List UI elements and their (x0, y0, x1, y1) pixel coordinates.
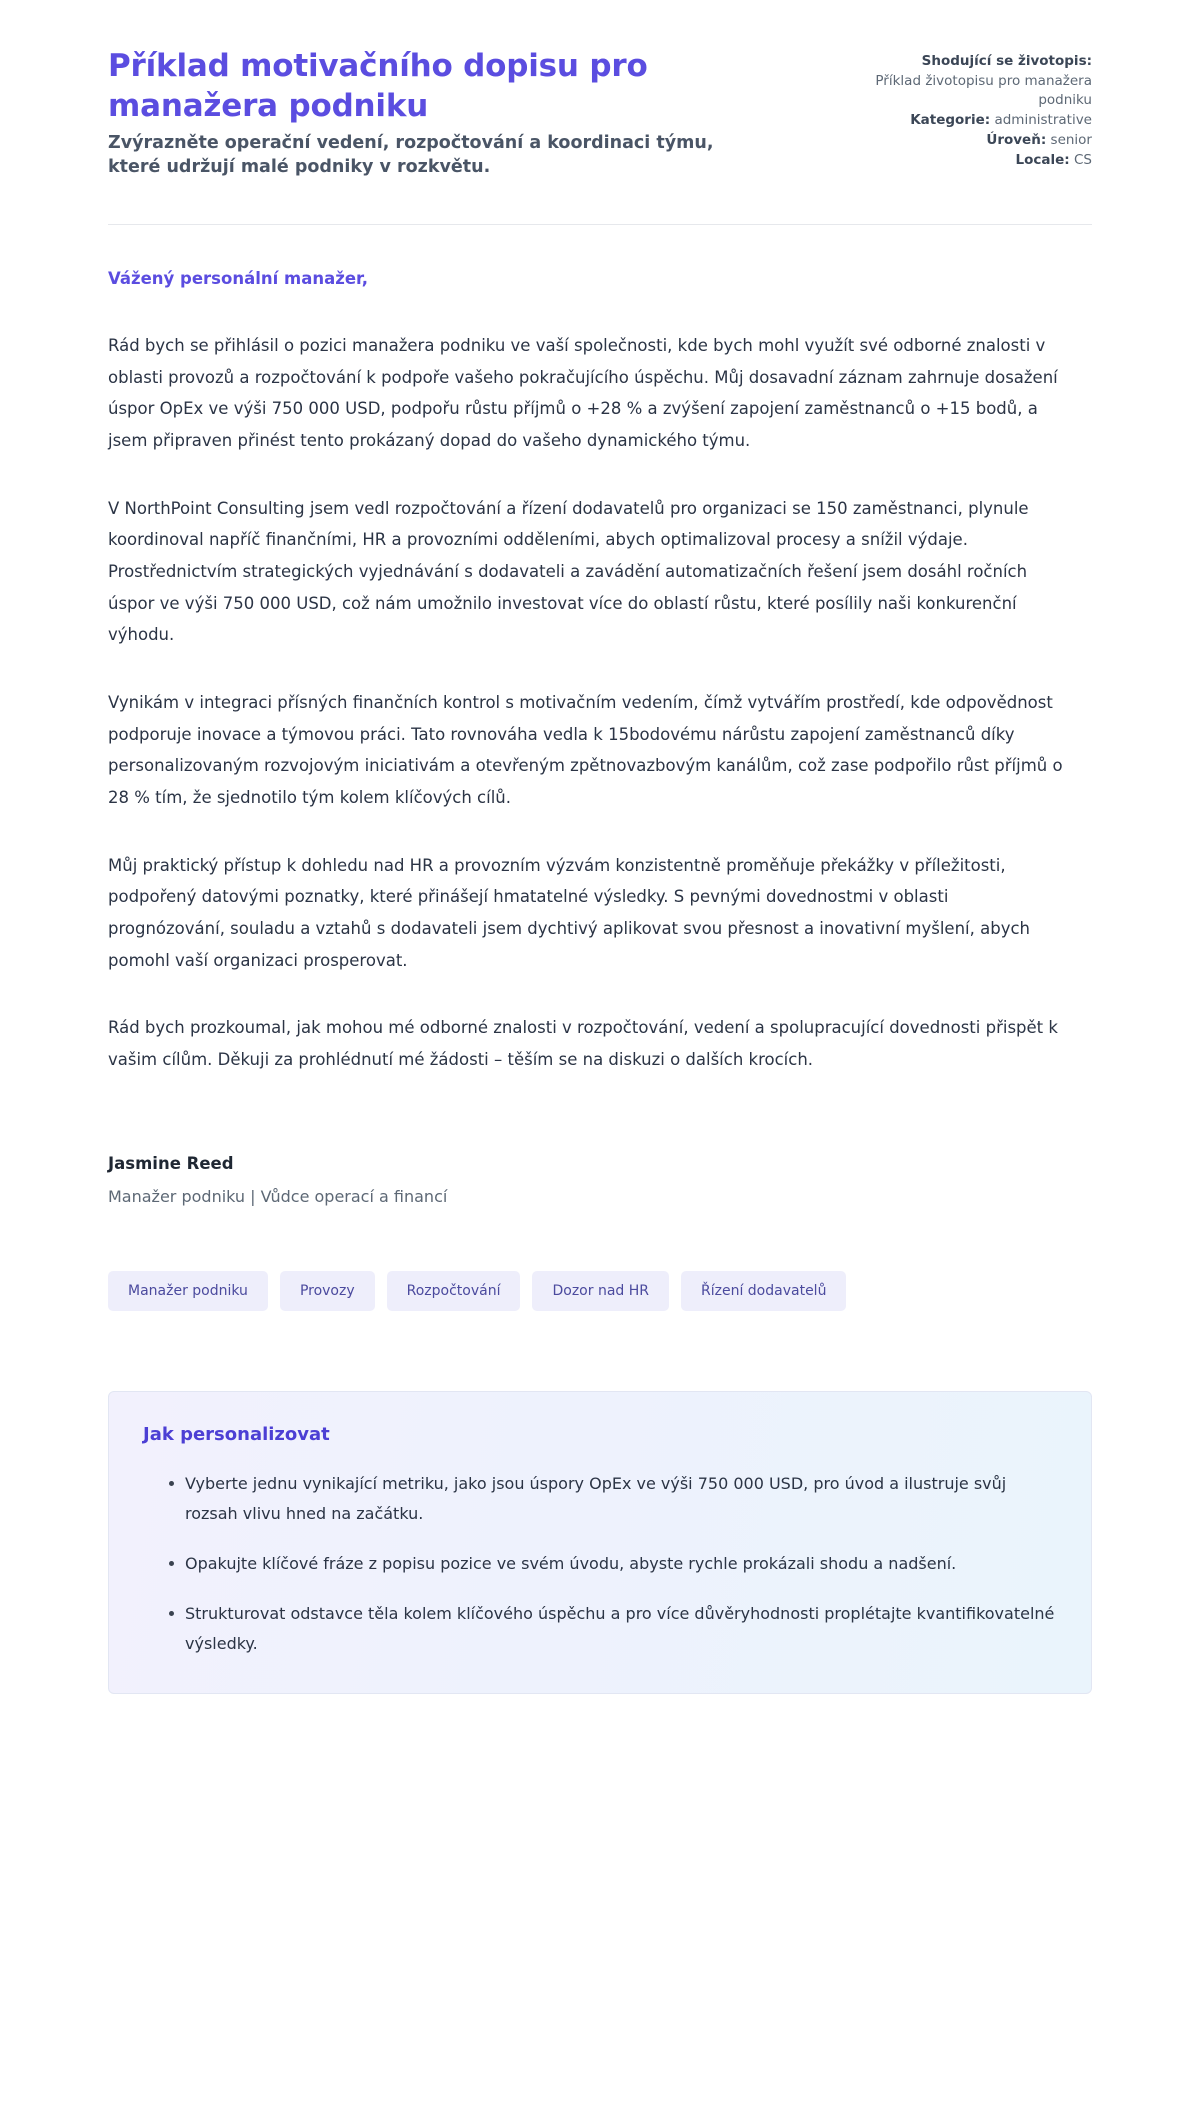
meta-matching-resume-label: Shodující se životopis: (921, 53, 1092, 69)
meta-category (842, 111, 1092, 131)
letter-paragraph: Rád bych se přihlásil o pozici manažera podniku ve vaší společnosti, kde bych mohl využít své odborné znalosti v oblasti provozů a rozpočtování k podpoře vašeho pokračujícího úspěchu. Můj dosavadní záznam zahrnuje dosažení úspor OpEx ve výši 750 000 USD, podpořu růstu příjmů o +28 % a zvýšení zapojení zaměstnanců o +15 bodů, a jsem připraven přinést tento prokázaný dopad do vašeho dynamického týmu. (108, 336, 1058, 451)
cover-letter-body (108, 225, 1092, 1209)
personalization-callout (108, 1391, 1092, 1695)
page-title: Příklad motivačního dopisu pro manažera podniku (108, 48, 648, 125)
meta-matching-resume-value: Příklad životopisu pro manažera podniku (875, 72, 1092, 109)
tag-chip[interactable]: Rozpočtování (387, 1271, 521, 1311)
signature-name: Jasmine Reed (108, 1153, 234, 1173)
tag-chip[interactable]: Provozy (280, 1271, 375, 1311)
callout-tip-item: Strukturovat odstavce těla kolem klíčového úspěchu a pro více důvěryhodnosti proplétajte kvantifikovatelné výsledky. (169, 1599, 1057, 1659)
letter-paragraph: Můj praktický přístup k dohledu nad HR a provozním výzvám konzistentně proměňuje překážky v příležitosti, podpořený datovými poznatky, které přinášejí hmatatelné výsledky. S pevnými dovednostmi v oblasti prognózování, souladu a vztahů s dodavateli jsem dychtivý aplikovat svou přesnost a inovativní myšlení, abych pomohl vaší organizaci prosperovat. (108, 855, 1030, 970)
meta-category-label: Kategorie: (910, 112, 991, 129)
tag-chip[interactable]: Manažer podniku (108, 1271, 268, 1311)
signature-block (108, 1152, 1092, 1209)
tag-chip-list (108, 1271, 1092, 1311)
meta-level-label: Úroveň: (986, 131, 1047, 148)
meta-locale (842, 151, 1092, 171)
header-title-block (108, 46, 748, 180)
letter-salutation: Vážený personální manažer, (108, 269, 369, 289)
tag-chip[interactable]: Dozor nad HR (532, 1271, 669, 1311)
callout-tip-item: Vyberte jednu vynikající metriku, jako jsou úspory OpEx ve výši 750 000 USD, pro úvod a ilustruje svůj rozsah vlivu hned na začátku. (169, 1469, 1057, 1529)
letter-paragraph: Vynikám v integraci přísných finančních kontrol s motivačním vedením, čímž vytvářím prostředí, kde odpovědnost podporuje inovace a týmovou práci. Tato rovnováha vedla k 15bodovému nárůstu zapojení zaměstnanců díky personalizovaným rozvojovým iniciativám a otevřeným zpětnovazbovým kanálům, což zase podpořilo růst příjmů o 28 % tím, že sjednotilo tým kolem klíčových cílů. (108, 693, 1063, 808)
meta-matching-resume (842, 52, 1092, 111)
tag-chip[interactable]: Řízení dodavatelů (681, 1271, 846, 1311)
callout-tip-item: Opakujte klíčové fráze z popisu pozice ve svém úvodu, abyste rychle prokázali shodu a nadšení. (169, 1549, 1057, 1579)
page-subtitle: Zvýrazněte operační vedení, rozpočtování a koordinaci týmu, které udržují malé podniky v rozkvětu. (108, 132, 714, 178)
callout-title: Jak personalizovat (143, 1423, 330, 1445)
meta-level (842, 131, 1092, 151)
letter-paragraph: V NorthPoint Consulting jsem vedl rozpočtování a řízení dodavatelů pro organizaci se 150 zaměstnanci, plynule koordinoval napříč finančními, HR a provozními odděleními, abych optimalizoval procesy a snížil výdaje. Prostřednictvím strategických vyjednávání s dodavateli a zavádění automatizačních řešení jsem dosáhl ročních úspor ve výši 750 000 USD, což nám umožnilo investovat více do oblastí růstu, které posílily naši konkurenční výhodu. (108, 498, 1029, 645)
letter-paragraph: Rád bych prozkoumal, jak mohou mé odborné znalosti v rozpočtování, vedení a spolupracující dovednosti přispět k vašim cílům. Děkuji za prohlédnutí mé žádosti – těším se na diskuzi o dalších krocích. (108, 1018, 1058, 1070)
meta-locale-label: Locale: (1015, 151, 1070, 168)
callout-tip-list (143, 1469, 1057, 1659)
document-header (108, 46, 1092, 180)
meta-locale-value: CS (1074, 151, 1092, 168)
meta-level-value: senior (1050, 131, 1092, 148)
signature-role: Manažer podniku | Vůdce operací a financí (108, 1186, 448, 1206)
header-metadata (842, 46, 1092, 170)
meta-category-value: administrative (994, 112, 1092, 129)
